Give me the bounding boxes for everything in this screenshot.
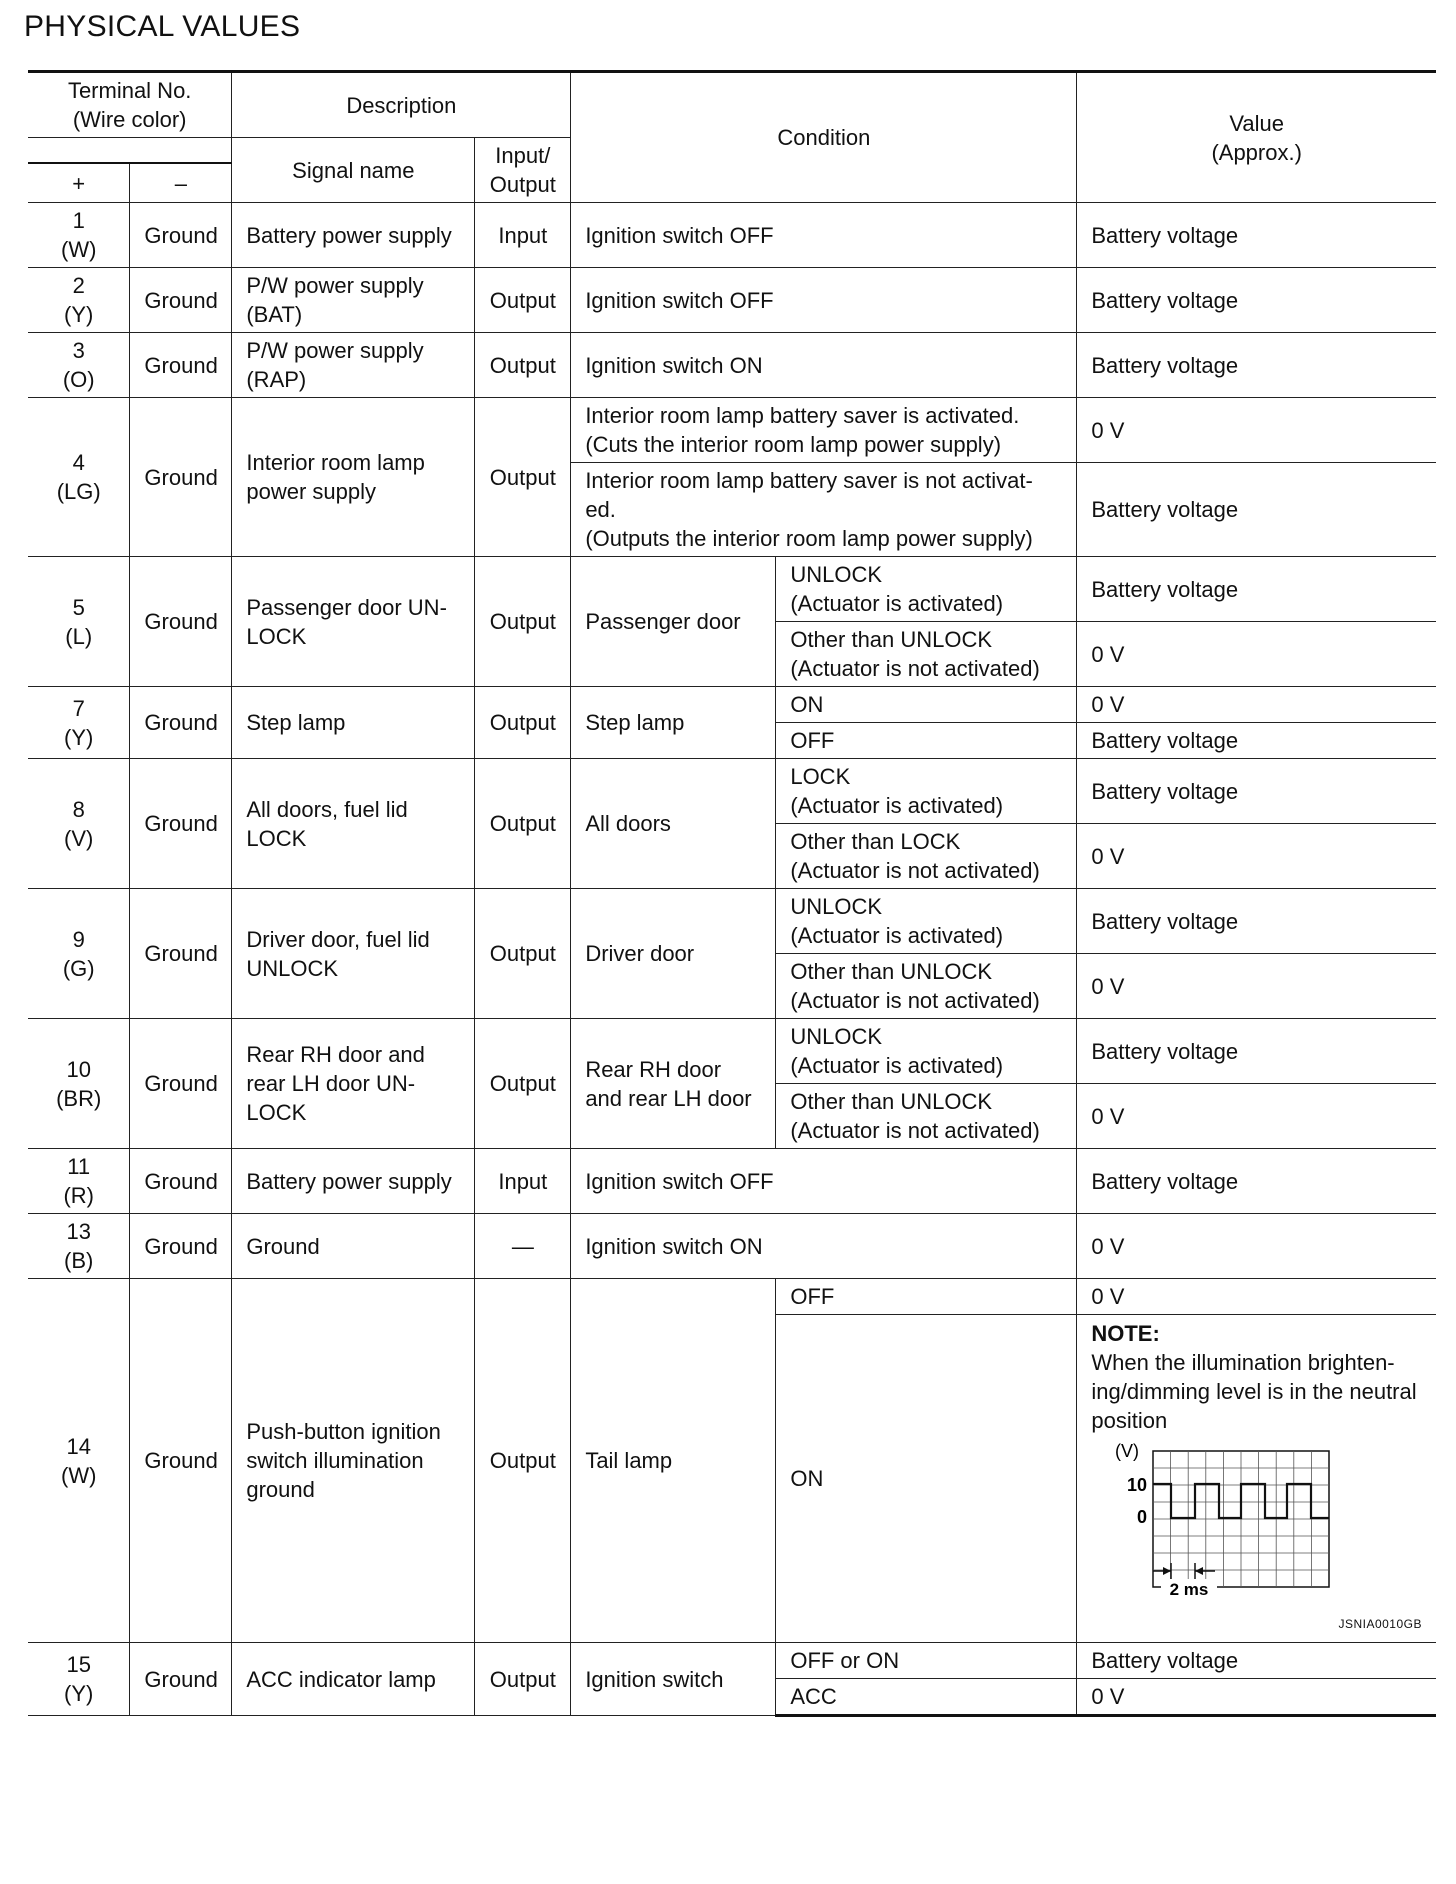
ground-cell: Ground xyxy=(130,1214,232,1279)
table-row xyxy=(28,759,1436,824)
note-text: When the illumination brighten- ing/dimming level is in the neutral position xyxy=(1091,1350,1417,1433)
terminal-cell: 9 (G) xyxy=(28,889,130,1019)
signal-cell: Battery power supply xyxy=(232,1149,475,1214)
table-row xyxy=(28,1214,1436,1279)
ground-cell: Ground xyxy=(130,398,232,557)
header-terminal: Terminal No. (Wire color) xyxy=(28,72,232,138)
value-cell: Battery voltage xyxy=(1077,333,1436,398)
header-signal-name: Signal name xyxy=(232,138,475,203)
value-cell: 0 V xyxy=(1077,824,1436,889)
condition-cell: Driver door xyxy=(571,889,776,1019)
ground-cell: Ground xyxy=(130,1019,232,1149)
condition-cell: Ignition switch xyxy=(571,1643,776,1716)
signal-cell: Battery power supply xyxy=(232,203,475,268)
waveform-oscilloscope xyxy=(1091,1441,1361,1601)
table-row xyxy=(28,268,1436,333)
table-row xyxy=(28,333,1436,398)
sub-condition-cell: OFF xyxy=(776,723,1077,759)
io-cell: Output xyxy=(475,687,571,759)
condition-cell: Ignition switch OFF xyxy=(571,268,1077,333)
table-row xyxy=(28,203,1436,268)
terminal-cell: 14 (W) xyxy=(28,1279,130,1643)
condition-cell: Rear RH door and rear LH door xyxy=(571,1019,776,1149)
physical-values-table xyxy=(28,70,1436,1717)
value-cell: 0 V xyxy=(1077,687,1436,723)
table-row xyxy=(28,557,1436,622)
io-cell: — xyxy=(475,1214,571,1279)
terminal-cell: 10 (BR) xyxy=(28,1019,130,1149)
ground-cell: Ground xyxy=(130,889,232,1019)
table-row xyxy=(28,1279,1436,1315)
value-cell: Battery voltage xyxy=(1077,1019,1436,1084)
page-title: PHYSICAL VALUES xyxy=(24,10,301,43)
table-row xyxy=(28,687,1436,723)
condition-cell: Ignition switch OFF xyxy=(571,1149,1077,1214)
condition-cell: Ignition switch ON xyxy=(571,1214,1077,1279)
header-description: Description xyxy=(232,72,571,138)
condition-cell: Ignition switch ON xyxy=(571,333,1077,398)
wave-period-label: 2 ms xyxy=(1169,1580,1209,1599)
wave-trace xyxy=(1153,1484,1329,1518)
ground-cell: Ground xyxy=(130,1149,232,1214)
value-cell: Battery voltage xyxy=(1077,889,1436,954)
io-cell: Output xyxy=(475,557,571,687)
header-minus: – xyxy=(130,163,232,202)
signal-cell: Ground xyxy=(232,1214,475,1279)
value-cell: 0 V xyxy=(1077,1214,1436,1279)
signal-cell: Interior room lamp power supply xyxy=(232,398,475,557)
io-cell: Output xyxy=(475,268,571,333)
ground-cell: Ground xyxy=(130,1643,232,1716)
signal-cell: P/W power supply (BAT) xyxy=(232,268,475,333)
signal-cell: Passenger door UN- LOCK xyxy=(232,557,475,687)
io-cell: Output xyxy=(475,333,571,398)
signal-cell: Driver door, fuel lid UNLOCK xyxy=(232,889,475,1019)
terminal-cell: 3 (O) xyxy=(28,333,130,398)
terminal-cell: 8 (V) xyxy=(28,759,130,889)
terminal-cell: 2 (Y) xyxy=(28,268,130,333)
ground-cell: Ground xyxy=(130,687,232,759)
value-cell: 0 V xyxy=(1077,1279,1436,1315)
signal-cell: Push-button ignition switch illumination ground xyxy=(232,1279,475,1643)
value-cell: Battery voltage xyxy=(1077,463,1436,557)
terminal-cell: 7 (Y) xyxy=(28,687,130,759)
header-plus: + xyxy=(28,163,130,202)
terminal-cell: 1 (W) xyxy=(28,203,130,268)
sub-condition-cell: UNLOCK (Actuator is activated) xyxy=(776,1019,1077,1084)
sub-condition-cell: ACC xyxy=(776,1679,1077,1716)
value-cell: 0 V xyxy=(1077,398,1436,463)
header-condition: Condition xyxy=(571,72,1077,203)
sub-condition-cell: Other than UNLOCK (Actuator is not activated) xyxy=(776,1084,1077,1149)
wave-period-arrowhead-right xyxy=(1195,1567,1203,1575)
value-cell: Battery voltage xyxy=(1077,268,1436,333)
wave-y-low: 0 xyxy=(1137,1507,1148,1527)
value-cell: 0 V xyxy=(1077,1084,1436,1149)
io-cell: Output xyxy=(475,398,571,557)
terminal-cell: 4 (LG) xyxy=(28,398,130,557)
io-cell: Output xyxy=(475,1643,571,1716)
terminal-cell: 5 (L) xyxy=(28,557,130,687)
value-cell: 0 V xyxy=(1077,1679,1436,1716)
condition-cell: Passenger door xyxy=(571,557,776,687)
signal-cell: ACC indicator lamp xyxy=(232,1643,475,1716)
ground-cell: Ground xyxy=(130,557,232,687)
terminal-cell: 13 (B) xyxy=(28,1214,130,1279)
sub-condition-cell: Other than UNLOCK (Actuator is not activated) xyxy=(776,954,1077,1019)
condition-cell: Ignition switch OFF xyxy=(571,203,1077,268)
table-row xyxy=(28,1643,1436,1679)
sub-condition-cell: Other than UNLOCK (Actuator is not activated) xyxy=(776,622,1077,687)
wave-y-unit: (V) xyxy=(1115,1441,1140,1461)
condition-cell: Tail lamp xyxy=(571,1279,776,1643)
sub-condition-cell: OFF xyxy=(776,1279,1077,1315)
sub-condition-cell: Other than LOCK (Actuator is not activated) xyxy=(776,824,1077,889)
sub-condition-cell: UNLOCK (Actuator is activated) xyxy=(776,889,1077,954)
signal-cell: All doors, fuel lid LOCK xyxy=(232,759,475,889)
condition-cell: All doors xyxy=(571,759,776,889)
table-row xyxy=(28,1019,1436,1084)
ground-cell: Ground xyxy=(130,1279,232,1643)
io-cell: Input xyxy=(475,1149,571,1214)
table-row xyxy=(28,889,1436,954)
value-cell: 0 V xyxy=(1077,954,1436,1019)
wave-y-high: 10 xyxy=(1127,1475,1148,1495)
sub-condition-cell: LOCK (Actuator is activated) xyxy=(776,759,1077,824)
sub-condition-cell: OFF or ON xyxy=(776,1643,1077,1679)
ground-cell: Ground xyxy=(130,759,232,889)
value-cell: Battery voltage xyxy=(1077,1643,1436,1679)
wave-period-arrowhead-left xyxy=(1163,1567,1171,1575)
header-value: Value (Approx.) xyxy=(1077,72,1436,203)
value-cell: Battery voltage xyxy=(1077,759,1436,824)
signal-cell: Step lamp xyxy=(232,687,475,759)
io-cell: Output xyxy=(475,1279,571,1643)
io-cell: Input xyxy=(475,203,571,268)
value-cell: Battery voltage xyxy=(1077,557,1436,622)
condition-cell: Step lamp xyxy=(571,687,776,759)
io-cell: Output xyxy=(475,1019,571,1149)
sub-condition-cell: ON xyxy=(776,687,1077,723)
waveform-figure xyxy=(1091,1441,1422,1639)
ground-cell: Ground xyxy=(130,268,232,333)
value-cell: 0 V xyxy=(1077,622,1436,687)
signal-cell: Rear RH door and rear LH door UN- LOCK xyxy=(232,1019,475,1149)
terminal-cell: 15 (Y) xyxy=(28,1643,130,1716)
header-terminal-spacer xyxy=(28,138,232,164)
condition-cell: Interior room lamp battery saver is activated. (Cuts the interior room lamp power supply) xyxy=(571,398,1077,463)
terminal-cell: 11 (R) xyxy=(28,1149,130,1214)
table-row xyxy=(28,398,1436,463)
ground-cell: Ground xyxy=(130,203,232,268)
sub-condition-cell: UNLOCK (Actuator is activated) xyxy=(776,557,1077,622)
sub-condition-cell: ON xyxy=(776,1315,1077,1643)
value-cell: Battery voltage xyxy=(1077,723,1436,759)
value-cell-note xyxy=(1077,1315,1436,1643)
io-cell: Output xyxy=(475,889,571,1019)
note-title: NOTE: xyxy=(1091,1321,1160,1346)
table-row xyxy=(28,1149,1436,1214)
signal-cell: P/W power supply (RAP) xyxy=(232,333,475,398)
condition-cell: Interior room lamp battery saver is not activat- ed. (Outputs the interior room lamp power supply) xyxy=(571,463,1077,557)
header-io: Input/ Output xyxy=(475,138,571,203)
ground-cell: Ground xyxy=(130,333,232,398)
value-cell: Battery voltage xyxy=(1077,1149,1436,1214)
io-cell: Output xyxy=(475,759,571,889)
value-cell: Battery voltage xyxy=(1077,203,1436,268)
figure-caption: JSNIA0010GB xyxy=(1338,1617,1422,1631)
